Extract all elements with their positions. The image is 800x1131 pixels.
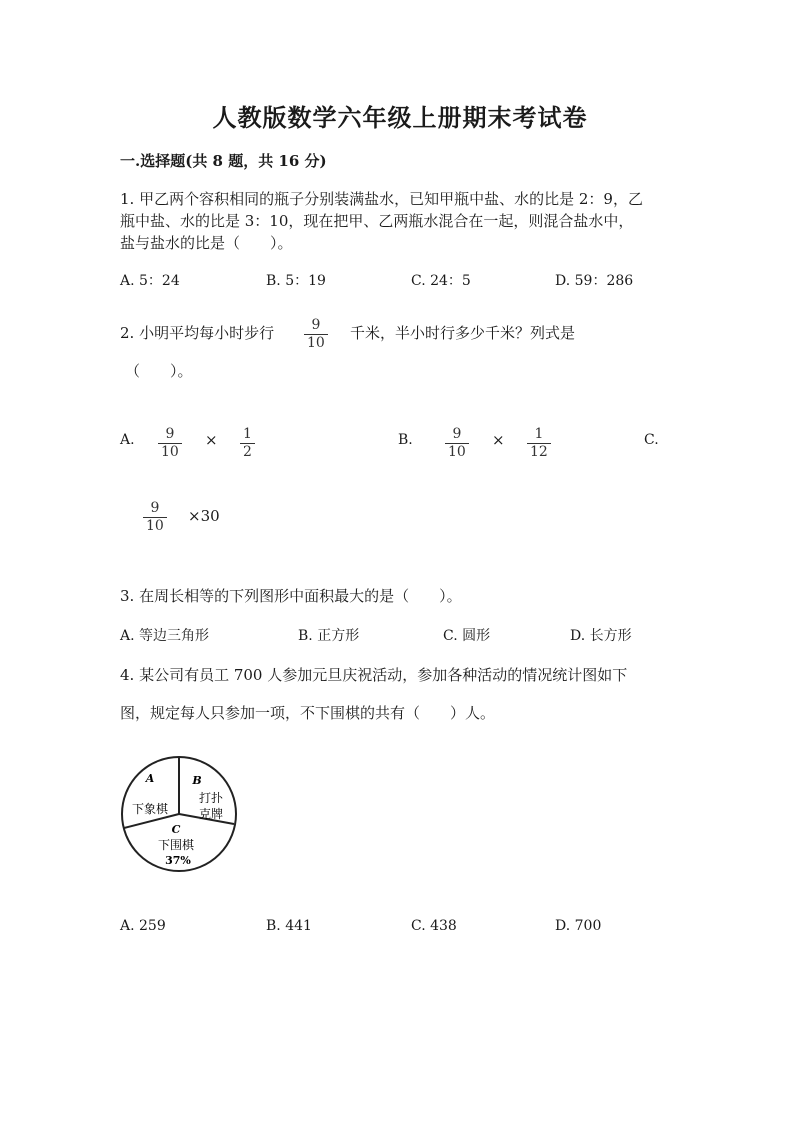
q4-line1: 4. 某公司有员工 700 人参加元旦庆祝活动，参加各种活动的情况统计图如下 bbox=[120, 666, 628, 684]
slice-c-letter: C bbox=[171, 823, 181, 836]
q2-b-fraction-1 bbox=[445, 426, 469, 461]
q2-b-num-2: 1 bbox=[534, 426, 544, 442]
section-heading: 一.选择题(共 8 题，共 16 分) bbox=[120, 152, 327, 170]
q2-a-multiply: × bbox=[205, 431, 218, 449]
q3-option-a[interactable]: A. 等边三角形 bbox=[120, 628, 210, 644]
q2-option-b[interactable]: B. bbox=[398, 432, 413, 448]
pie-chart bbox=[118, 752, 244, 876]
q2-c-fraction bbox=[143, 500, 167, 535]
q1-line2: 瓶中盐、水的比是 3：10，现在把甲、乙两瓶水混合在一起，则混合盐水中， bbox=[120, 212, 634, 230]
q2-a-fraction-1 bbox=[158, 426, 182, 461]
q2-option-c[interactable]: C. bbox=[644, 432, 659, 448]
q4-option-a[interactable]: A. 259 bbox=[120, 918, 166, 934]
q2-fraction-numerator: 9 bbox=[311, 317, 321, 333]
q4-option-d[interactable]: D. 700 bbox=[555, 918, 602, 934]
q1-line3: 盐与盐水的比是（ ）。 bbox=[120, 234, 293, 252]
q2-b-num-1: 9 bbox=[452, 426, 462, 442]
q1-option-c[interactable]: C. 24：5 bbox=[411, 273, 471, 289]
q2-a-num-1: 9 bbox=[165, 426, 175, 442]
q2-a-den-2: 2 bbox=[240, 443, 255, 461]
q2-b-multiply: × bbox=[492, 431, 505, 449]
q2-a-num-2: 1 bbox=[243, 426, 252, 442]
q2-b-den-1: 10 bbox=[445, 443, 469, 461]
q3-option-b[interactable]: B. 正方形 bbox=[298, 628, 360, 644]
q2-c-den: 10 bbox=[143, 517, 167, 535]
slice-b-label-line1: 打扑 bbox=[198, 791, 224, 805]
q2-prefix: 2. 小明平均每小时步行 bbox=[120, 324, 275, 342]
q1-option-d[interactable]: D. 59：286 bbox=[555, 273, 634, 289]
q2-suffix: 千米，半小时行多少千米？列式是 bbox=[350, 324, 576, 342]
q3-option-c[interactable]: C. 圆形 bbox=[443, 628, 491, 644]
q4-option-b[interactable]: B. 441 bbox=[266, 918, 312, 934]
q4-option-c[interactable]: C. 438 bbox=[411, 918, 457, 934]
q1-line1: 1. 甲乙两个容积相同的瓶子分别装满盐水，已知甲瓶中盐、水的比是 2：9，乙 bbox=[120, 190, 643, 208]
q4-line2: 图，规定每人只参加一项，不下围棋的共有（ ）人。 bbox=[120, 704, 496, 722]
q2-c-num: 9 bbox=[150, 500, 160, 516]
slice-c-label: 下围棋 bbox=[157, 838, 195, 852]
q2-a-den-1: 10 bbox=[158, 443, 182, 461]
slice-c-value: 37% bbox=[165, 854, 191, 867]
q3-text: 3. 在周长相等的下列图形中面积最大的是（ ）。 bbox=[120, 587, 462, 605]
q2-fraction bbox=[304, 317, 328, 352]
q2-blank: （ ）。 bbox=[125, 362, 193, 380]
slice-a-label: 下象棋 bbox=[131, 802, 169, 816]
q3-option-d[interactable]: D. 长方形 bbox=[570, 628, 632, 644]
q2-b-den-2: 12 bbox=[527, 443, 551, 461]
q2-c-rest: ×30 bbox=[188, 507, 220, 525]
q2-option-a[interactable]: A. bbox=[120, 432, 135, 448]
slice-b-label-line2: 克牌 bbox=[198, 807, 224, 821]
slice-a-letter: A bbox=[145, 772, 155, 785]
q1-option-a[interactable]: A. 5：24 bbox=[120, 273, 180, 289]
q1-option-b[interactable]: B. 5：19 bbox=[266, 273, 326, 289]
page-title: 人教版数学六年级上册期末考试卷 bbox=[212, 103, 588, 132]
q2-b-fraction-2 bbox=[527, 426, 551, 461]
q2-a-fraction-2 bbox=[240, 426, 255, 461]
slice-b-letter: B bbox=[192, 774, 202, 787]
q2-fraction-denominator: 10 bbox=[304, 334, 328, 352]
